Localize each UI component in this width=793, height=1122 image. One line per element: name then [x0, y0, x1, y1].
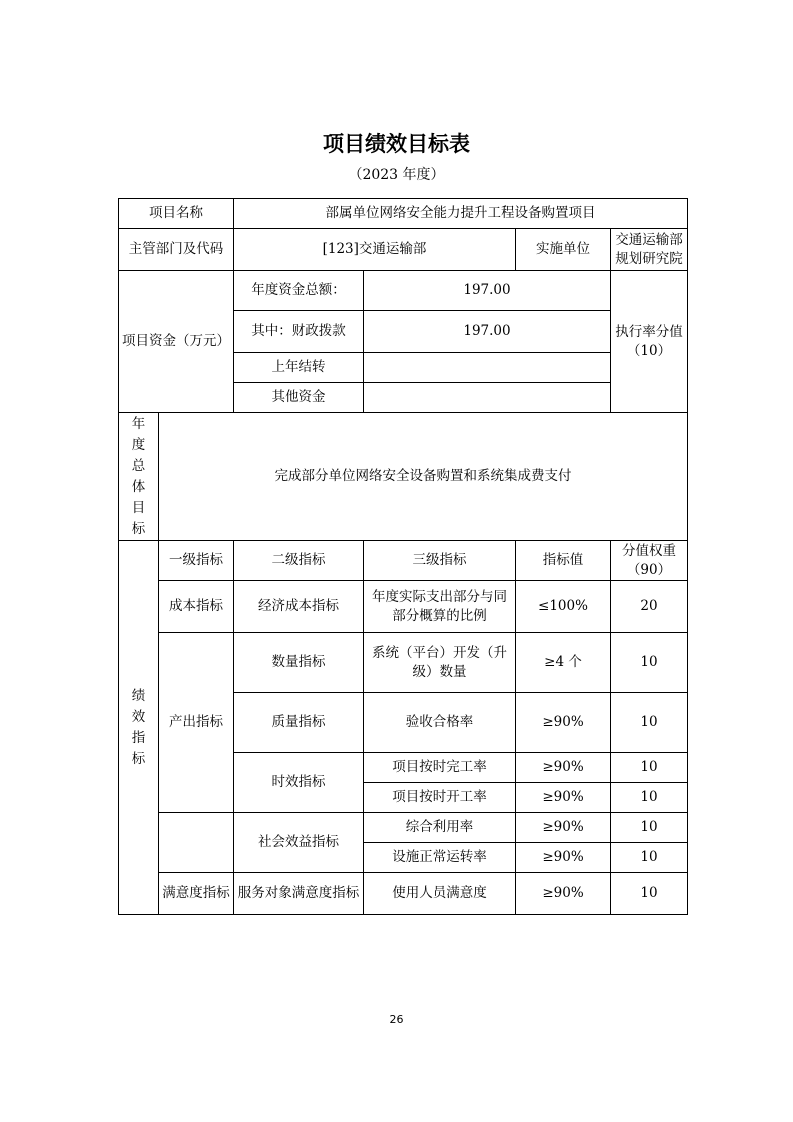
- page-title: 项目绩效目标表: [323, 132, 470, 156]
- header-value: 指标值: [516, 541, 611, 581]
- quantity-level2: 数量指标: [234, 633, 364, 693]
- performance-table: [118, 198, 688, 915]
- social-level2: 社会效益指标: [234, 813, 364, 873]
- funds-fiscal-label: 其中：财政拨款: [234, 311, 364, 353]
- social-level1: [159, 813, 234, 873]
- perf-label: 绩效指标: [131, 687, 146, 767]
- funds-carry-label: 上年结转: [234, 353, 364, 383]
- timeliness-level3: 项目按时开工率: [364, 783, 516, 813]
- satisfaction-level1: 满意度指标: [159, 873, 234, 915]
- header-level1: 一级指标: [159, 541, 234, 581]
- social-level3: 设施正常运转率: [364, 843, 516, 873]
- funds-total-value: 197.00: [364, 271, 611, 311]
- quantity-weight: 10: [611, 633, 688, 693]
- page-subtitle: （2023 年度）: [348, 167, 445, 183]
- project-name-label: 项目名称: [119, 199, 234, 229]
- header-level3: 三级指标: [364, 541, 516, 581]
- cost-weight: 20: [611, 581, 688, 633]
- dept-label: 主管部门及代码: [119, 229, 234, 271]
- quality-level2: 质量指标: [234, 693, 364, 753]
- social-weight: 10: [611, 843, 688, 873]
- perf-label-cell: [119, 541, 159, 915]
- quantity-level3: 系统（平台）开发（升级）数量: [364, 633, 516, 693]
- impl-label: 实施单位: [516, 229, 611, 271]
- timeliness-weight: 10: [611, 753, 688, 783]
- quantity-value: ≥4 个: [516, 633, 611, 693]
- timeliness-value: ≥90%: [516, 753, 611, 783]
- goal-label: 年度总体目标: [131, 415, 146, 537]
- cost-value: ≤100%: [516, 581, 611, 633]
- timeliness-weight: 10: [611, 783, 688, 813]
- satisfaction-level3: 使用人员满意度: [364, 873, 516, 915]
- social-weight: 10: [611, 813, 688, 843]
- satisfaction-level2: 服务对象满意度指标: [234, 873, 364, 915]
- cost-level2: 经济成本指标: [234, 581, 364, 633]
- timeliness-level3: 项目按时完工率: [364, 753, 516, 783]
- header-weight: 分值权重（90）: [611, 541, 688, 581]
- goal-text: 完成部分单位网络安全设备购置和系统集成费支付: [159, 413, 688, 541]
- funds-fiscal-value: 197.00: [364, 311, 611, 353]
- project-name-value: 部属单位网络安全能力提升工程设备购置项目: [234, 199, 688, 229]
- timeliness-value: ≥90%: [516, 783, 611, 813]
- satisfaction-value: ≥90%: [516, 873, 611, 915]
- social-level3: 综合利用率: [364, 813, 516, 843]
- social-value: ≥90%: [516, 843, 611, 873]
- funds-other-value: [364, 383, 611, 413]
- goal-label-cell: [119, 413, 159, 541]
- impl-value: 交通运输部规划研究院: [611, 229, 688, 271]
- header-level2: 二级指标: [234, 541, 364, 581]
- quality-level3: 验收合格率: [364, 693, 516, 753]
- exec-rate-label: 执行率分值（10）: [611, 271, 688, 413]
- quality-value: ≥90%: [516, 693, 611, 753]
- funds-carry-value: [364, 353, 611, 383]
- cost-level1: 成本指标: [159, 581, 234, 633]
- social-value: ≥90%: [516, 813, 611, 843]
- cost-level3: 年度实际支出部分与同部分概算的比例: [364, 581, 516, 633]
- timeliness-level2: 时效指标: [234, 753, 364, 813]
- dept-value: [123]交通运输部: [234, 229, 516, 271]
- funds-other-label: 其他资金: [234, 383, 364, 413]
- funds-label: 项目资金（万元）: [119, 271, 234, 413]
- funds-total-label: 年度资金总额：: [234, 271, 364, 311]
- page-number: 26: [389, 1013, 404, 1026]
- satisfaction-weight: 10: [611, 873, 688, 915]
- quality-weight: 10: [611, 693, 688, 753]
- output-level1: 产出指标: [159, 633, 234, 813]
